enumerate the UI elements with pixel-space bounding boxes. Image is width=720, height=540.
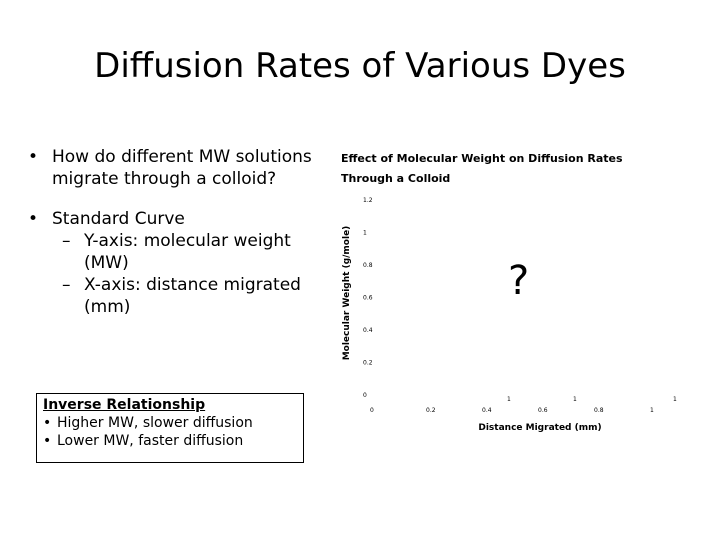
y-axis-label: Molecular Weight (g/mole) [342, 225, 352, 361]
note-text: Higher MW, slower diffusion [57, 415, 253, 431]
bullet-marker: • [28, 147, 39, 167]
y-tick-label: 0.8 [363, 262, 373, 269]
bullet-list [28, 146, 328, 318]
note-item-lower [43, 432, 297, 450]
x-tick-label-secondary: 0 [370, 407, 374, 414]
y-tick-label: 0.4 [363, 327, 373, 334]
y-tick-label: 1 [363, 229, 367, 237]
chart-title: Effect of Molecular Weight on Diffusion Rates Through a Colloid [341, 152, 623, 185]
note-marker: • [43, 433, 52, 449]
note-box [36, 393, 304, 463]
bullet-text: How do different MW solutions migrate through a colloid? [52, 147, 312, 189]
x-tick-label-secondary: 0.2 [426, 407, 436, 414]
bullet-text: Standard Curve [52, 209, 185, 229]
x-tick-label-secondary: 1 [650, 407, 654, 414]
bullet-marker: • [28, 209, 39, 229]
x-tick-label-primary: 1 [673, 396, 677, 403]
y-tick-label: 1.2 [363, 197, 373, 204]
bullet-item-standard-curve [28, 208, 328, 230]
unknown-marker: ? [508, 258, 530, 304]
x-tick-label-secondary: 0.4 [482, 407, 492, 414]
sub-bullet-y-axis [28, 230, 328, 274]
sub-bullet-text: Y-axis: molecular weight (MW) [84, 231, 291, 273]
sub-bullet-text: X-axis: distance migrated (mm) [84, 275, 301, 317]
note-text: Lower MW, faster diffusion [57, 433, 244, 449]
sub-bullet-marker: – [62, 231, 71, 251]
x-tick-label-primary: 1 [573, 396, 577, 403]
y-tick-label: 0.6 [363, 294, 373, 302]
note-title: Inverse Relationship [43, 397, 206, 413]
x-tick-label-secondary: 0.6 [538, 407, 548, 414]
y-tick-label: 0.2 [363, 359, 373, 367]
x-tick-label-secondary: 0.8 [594, 407, 604, 414]
x-tick-label-primary: 1 [507, 396, 511, 403]
bullet-item-question [28, 146, 328, 190]
x-axis-label: Distance Migrated (mm) [478, 423, 602, 433]
slide-title: Diffusion Rates of Various Dyes [94, 46, 626, 86]
y-tick-label: 0 [363, 392, 367, 399]
note-item-higher [43, 414, 297, 432]
sub-bullet-marker: – [62, 275, 71, 295]
sub-bullet-x-axis [28, 274, 328, 318]
note-marker: • [43, 415, 52, 431]
